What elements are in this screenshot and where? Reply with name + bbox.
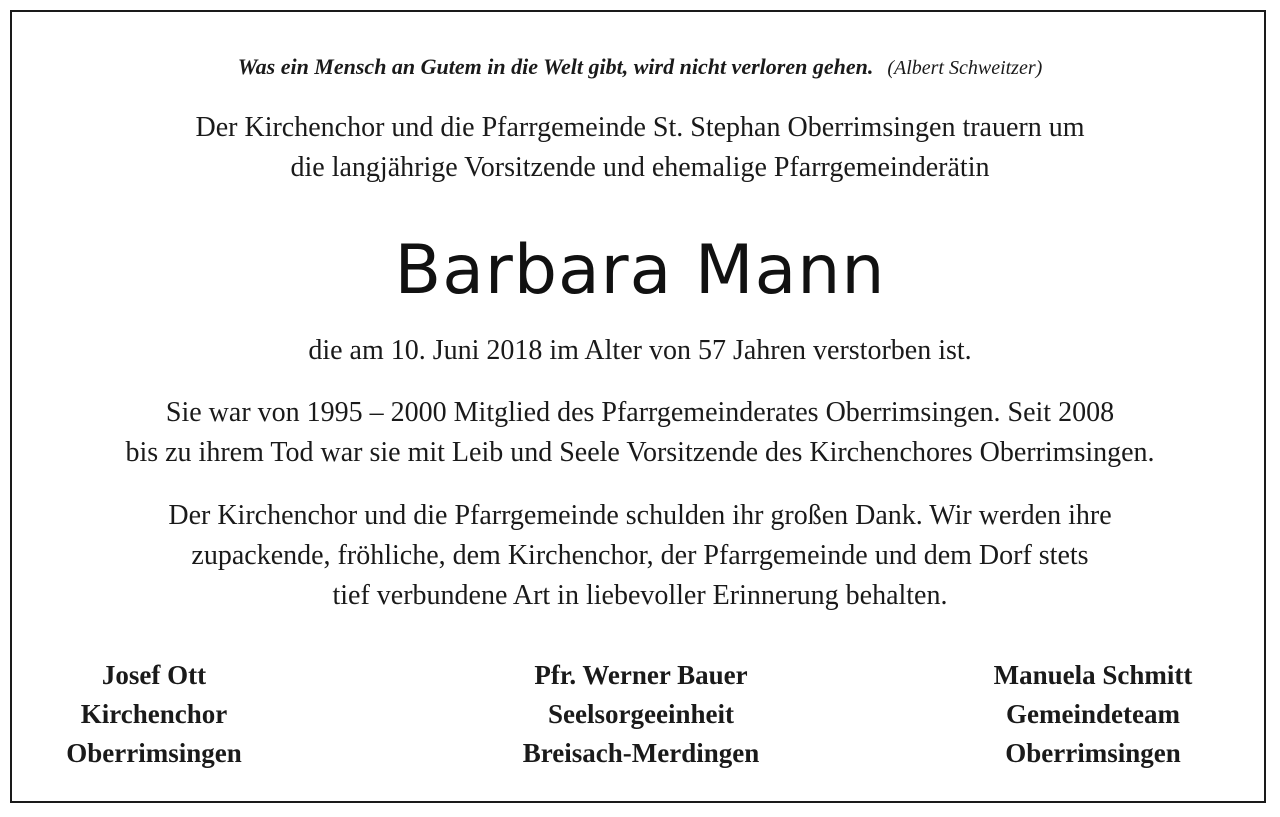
epigraph-text: Was ein Mensch an Gutem in die Welt gibt, wird nicht verloren gehen. [237, 54, 874, 79]
signatory-place: Oberrimsingen [66, 738, 242, 768]
thanks-paragraph [0, 496, 1280, 616]
signatory-role: Gemeindeteam [1006, 699, 1180, 729]
signatory-name: Pfr. Werner Bauer [534, 660, 748, 690]
deceased-name: Barbara Mann [394, 231, 886, 310]
biography-line: Sie war von 1995 – 2000 Mitglied des Pfarrgemeinderates Oberrimsingen. Seit 2008 [165, 397, 1115, 428]
signatory-block [461, 656, 821, 773]
thanks-line: Der Kirchenchor und die Pfarrgemeinde schulden ihr großen Dank. Wir werden ihre [168, 500, 1112, 531]
signatory-block [0, 656, 334, 773]
intro-paragraph [0, 108, 1280, 188]
epigraph-author: (Albert Schweitzer) [887, 57, 1043, 79]
signatory-place: Breisach-Merdingen [522, 738, 760, 768]
thanks-line: tief verbundene Art in liebevoller Erinnerung behalten. [332, 580, 948, 611]
thanks-line: zupackende, fröhliche, dem Kirchenchor, der Pfarrgemeinde und dem Dorf stets [191, 540, 1089, 571]
signatory-block [913, 656, 1273, 773]
signatory-role: Seelsorgeeinheit [548, 699, 734, 729]
signatory-name: Josef Ott [101, 660, 207, 690]
signatory-role: Kirchenchor [80, 699, 228, 729]
signatory-name: Manuela Schmitt [993, 660, 1193, 690]
biography-paragraph [0, 393, 1280, 473]
biography-line: bis zu ihrem Tod war sie mit Leib und Seele Vorsitzende des Kirchenchores Oberrimsingen. [125, 437, 1155, 468]
epigraph [0, 52, 1280, 83]
signatory-place: Oberrimsingen [1005, 738, 1181, 768]
death-notice: die am 10. Juni 2018 im Alter von 57 Jahren verstorben ist. [308, 335, 972, 366]
intro-line: die langjährige Vorsitzende und ehemalige Pfarrgemeinderätin [290, 152, 990, 183]
intro-line: Der Kirchenchor und die Pfarrgemeinde St. Stephan Oberrimsingen trauern um [195, 112, 1085, 143]
